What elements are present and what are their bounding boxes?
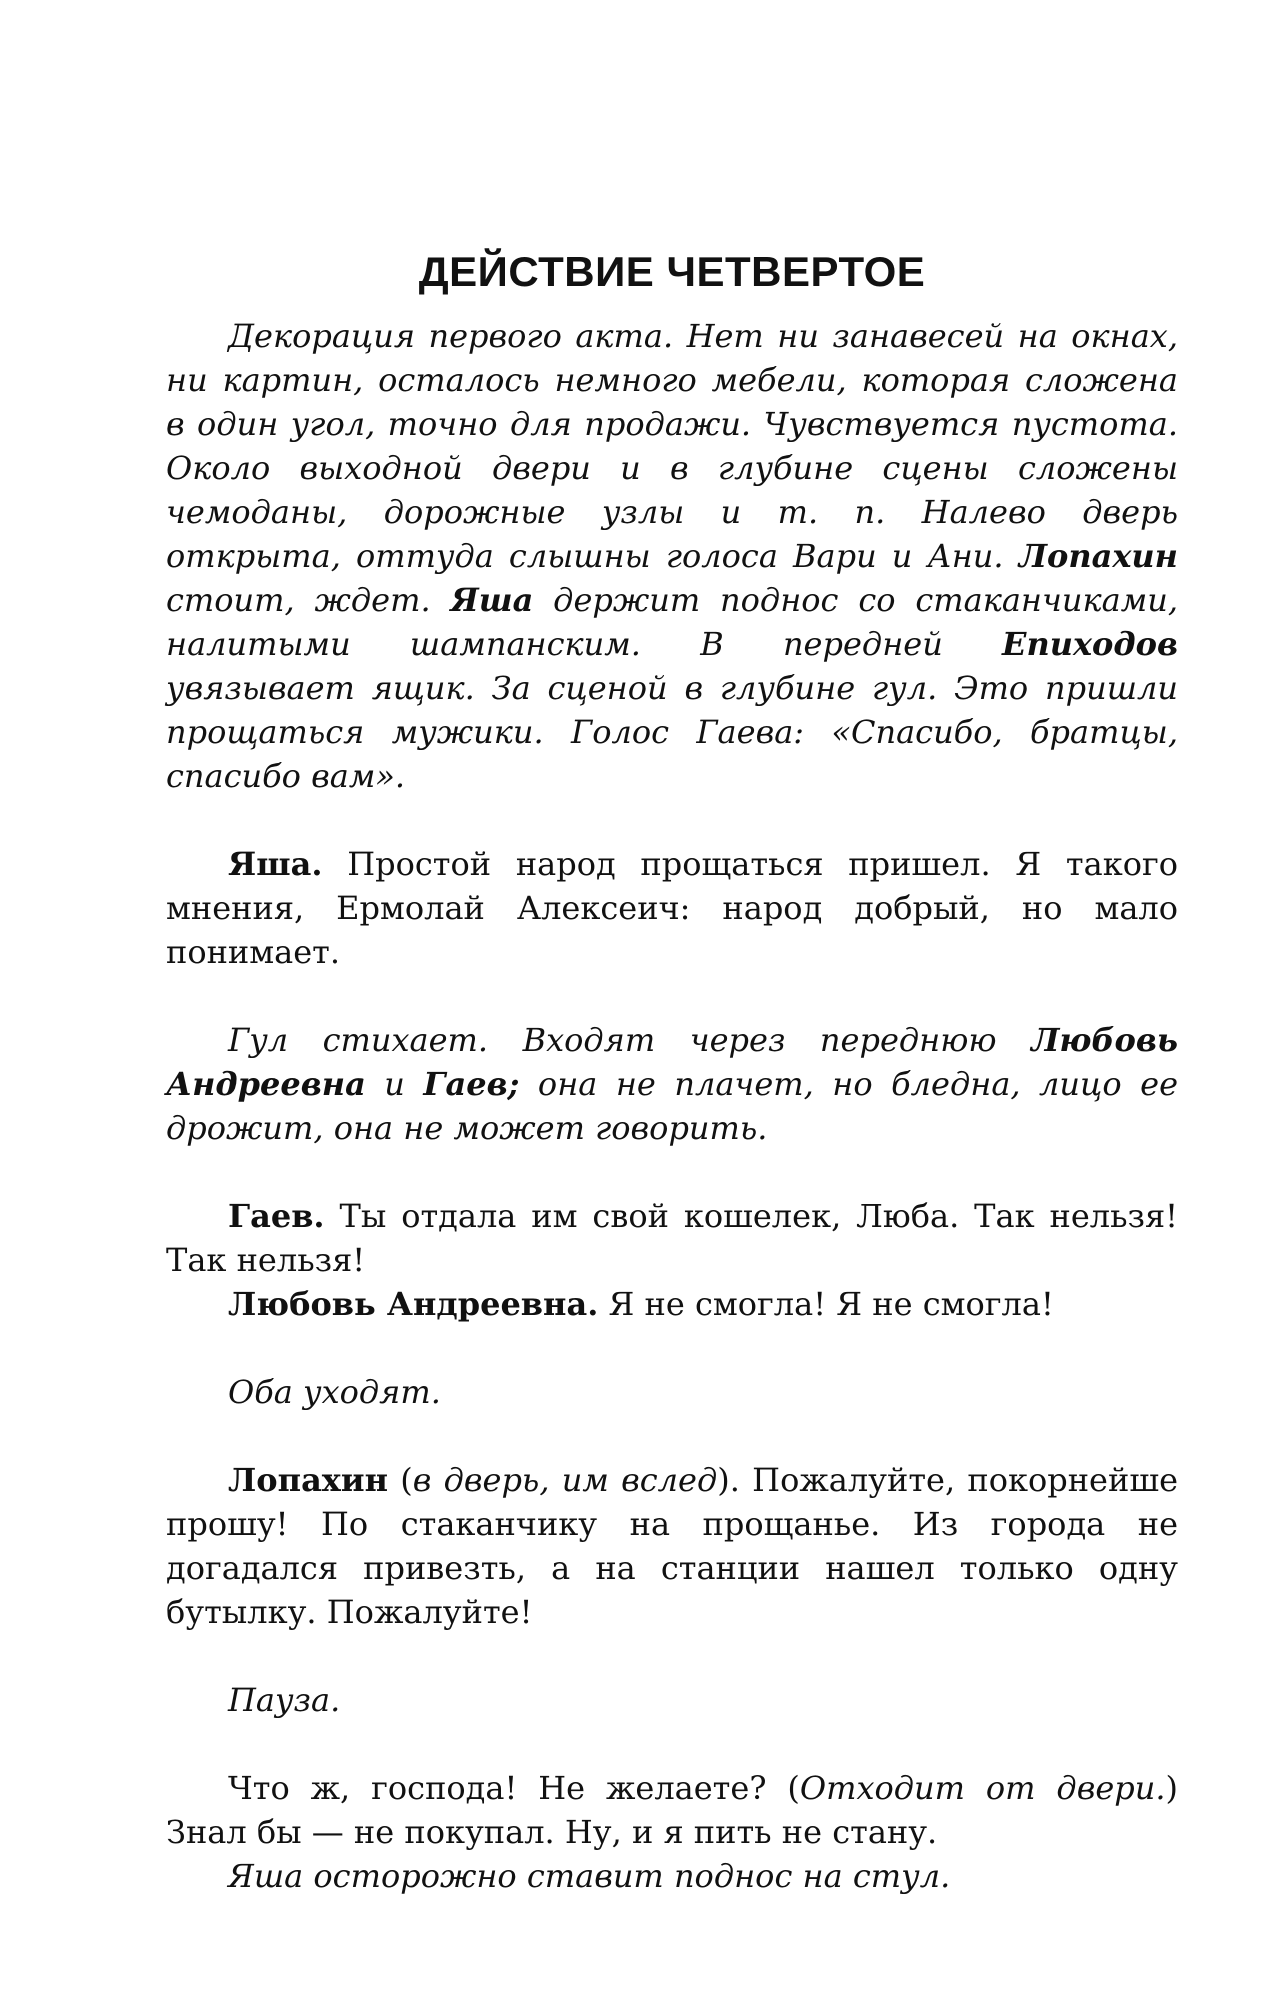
stage-direction-exit: Оба уходят. [228, 1373, 441, 1411]
speech-text: Простой народ прощаться пришел. Я такого мнения, Ермолай Алексеич: народ добрый, но мало понимает. [166, 845, 1178, 971]
stage-direction-pause: Пауза. [228, 1681, 341, 1719]
speech-text: ) Знал бы — не покупал. Ну, и я пить не стану. [166, 1769, 1179, 1851]
speech-text: ). Пожалуйте, покорнейше прошу! По стаканчику на прощанье. Из города не догадался привезть, а на станции нашел только одну бутылку. Пожалуйте! [166, 1461, 1179, 1631]
speech-text: Ты отдала им свой кошелек, Люба. Так нельзя! Так нельзя! [166, 1197, 1178, 1279]
stage-direction-opening [166, 314, 1178, 798]
character-name-epikhodov: Епиходов [1002, 625, 1178, 663]
speaker-name: Яша. [228, 845, 323, 883]
character-name-yasha: Яша [450, 581, 534, 619]
stage-text: Декорация первого акта. Нет ни занавесей на окнах, ни картин, осталось немного мебели, которая сложена в один угол, точно для продажи. Чувствуется пустота. Около выходной двери и в глубине сцены сложены чемоданы, дорожные узлы и т. п. Налево дверь открыта, оттуда слышны голоса Вари и Ани. [166, 317, 1178, 575]
stage-text: стоит, ждет. [166, 581, 451, 619]
stage-text: держит поднос со стаканчиками, налитыми шампанским. В передней [166, 581, 1178, 663]
speaker-name: Гаев. [228, 1197, 325, 1235]
dialogue-line-lopakhin [166, 1458, 1178, 1634]
stage-text: она не плачет, но бледна, лицо ее дрожит, она не может говорить. [166, 1065, 1179, 1147]
speaker-name: Лопахин [228, 1461, 389, 1499]
act-title: ДЕЙСТВИЕ ЧЕТВЕРТОЕ [418, 248, 926, 295]
dialogue-line-lyubov [166, 1282, 1178, 1326]
page [166, 248, 1178, 1898]
character-name-lyubov: Любовь Андреевна [166, 1021, 1178, 1103]
stage-direction-final: Яша осторожно ставит поднос на стул. [228, 1857, 951, 1895]
stage-text: и [365, 1065, 424, 1103]
stage-direction-entrance [166, 1018, 1178, 1150]
dialogue-line-lopakhin-continued [166, 1766, 1178, 1854]
inline-direction: Отходит от двери. [799, 1769, 1166, 1807]
speech-text: ( [388, 1461, 413, 1499]
character-name-gaev: Гаев; [423, 1065, 520, 1103]
speech-text: Я не смогла! Я не смогла! [598, 1285, 1054, 1323]
inline-direction: в дверь, им вслед [412, 1461, 718, 1499]
speaker-name: Любовь Андреевна. [228, 1285, 599, 1323]
speech-text: Что ж, господа! Не желаете? ( [228, 1769, 800, 1807]
dialogue-line-yasha [166, 842, 1178, 974]
stage-text: увязывает ящик. За сценой в глубине гул. Это пришли прощаться мужики. Голос Гаева: «Спасибо, братцы, спасибо вам». [166, 669, 1178, 795]
stage-text: Гул стихает. Входят через переднюю [228, 1021, 1032, 1059]
character-name-lopakhin: Лопахин [1018, 537, 1178, 575]
dialogue-line-gaev [166, 1194, 1178, 1282]
